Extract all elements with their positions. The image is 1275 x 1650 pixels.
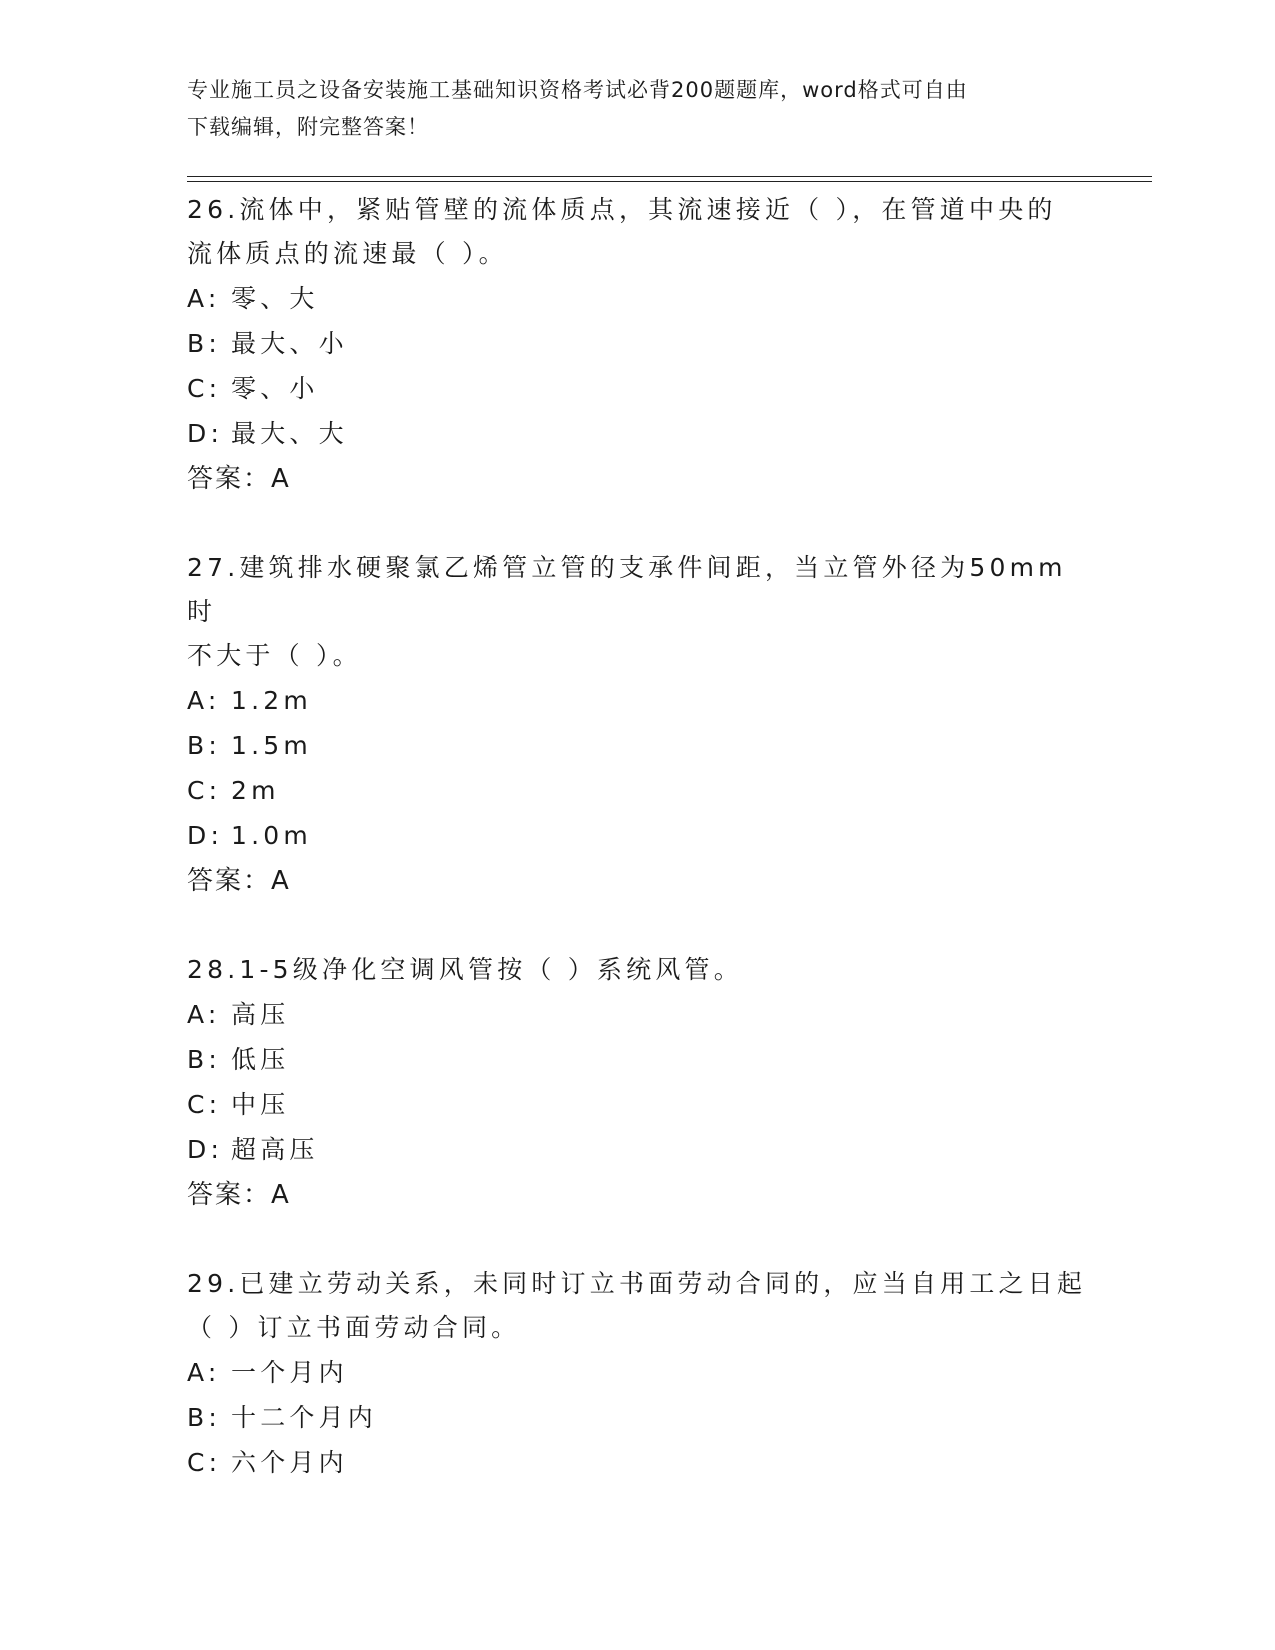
option-letter: C: xyxy=(187,1090,222,1119)
option-letter: C: xyxy=(187,374,222,403)
option-c xyxy=(187,1440,1087,1485)
option-letter: A: xyxy=(187,284,221,313)
question-stem: 27.建筑排水硬聚氯乙烯管立管的支承件间距，当立管外径为50mm时 xyxy=(187,553,1067,626)
option-text: 高压 xyxy=(231,1000,290,1029)
header-divider-bottom xyxy=(187,181,1152,182)
option-c xyxy=(187,1082,1087,1127)
option-b xyxy=(187,1037,1087,1082)
option-text: 六个月内 xyxy=(231,1448,348,1477)
question-stem-cont: （ ）订立书面劳动合同。 xyxy=(187,1313,521,1342)
option-text: 2m xyxy=(231,776,280,805)
option-letter: A: xyxy=(187,1000,221,1029)
question-stem-cont: 流体质点的流速最（ ）。 xyxy=(187,239,508,268)
option-letter: B: xyxy=(187,329,221,358)
document-header xyxy=(187,72,1067,146)
option-text: 1.0m xyxy=(231,821,312,850)
option-d xyxy=(187,1127,1087,1172)
option-text: 中压 xyxy=(231,1090,290,1119)
option-letter: C: xyxy=(187,1448,222,1477)
header-divider-top xyxy=(187,176,1152,177)
answer-line: 答案：A xyxy=(187,464,291,494)
option-letter: C: xyxy=(187,776,222,805)
option-c xyxy=(187,768,1087,813)
option-text: 一个月内 xyxy=(231,1358,348,1387)
question-27 xyxy=(187,546,1087,904)
option-letter: B: xyxy=(187,1403,221,1432)
option-text: 十二个月内 xyxy=(231,1403,378,1432)
option-text: 超高压 xyxy=(231,1135,319,1164)
option-text: 零、大 xyxy=(231,284,319,313)
question-stem-cont: 不大于（ ）。 xyxy=(187,641,362,670)
option-d xyxy=(187,813,1087,858)
question-26 xyxy=(187,188,1087,502)
header-line-2: 下载编辑，附完整答案！ xyxy=(187,115,429,139)
option-letter: D: xyxy=(187,419,224,448)
option-text: 1.5m xyxy=(231,731,312,760)
option-a xyxy=(187,276,1087,321)
option-text: 1.2m xyxy=(231,686,312,715)
option-letter: D: xyxy=(187,1135,224,1164)
option-b xyxy=(187,1395,1087,1440)
answer-line: 答案：A xyxy=(187,1180,291,1210)
option-text: 最大、小 xyxy=(231,329,348,358)
option-a xyxy=(187,992,1087,1037)
question-list xyxy=(187,188,1087,1529)
option-a xyxy=(187,678,1087,723)
option-d xyxy=(187,411,1087,456)
option-a xyxy=(187,1350,1087,1395)
option-b xyxy=(187,723,1087,768)
question-stem: 29.已建立劳动关系，未同时订立书面劳动合同的，应当自用工之日起 xyxy=(187,1269,1087,1298)
option-text: 最大、大 xyxy=(231,419,348,448)
option-text: 低压 xyxy=(231,1045,290,1074)
question-28 xyxy=(187,948,1087,1218)
option-letter: D: xyxy=(187,821,224,850)
option-text: 零、小 xyxy=(231,374,319,403)
option-letter: A: xyxy=(187,686,221,715)
question-stem: 28.1-5级净化空调风管按（ ）系统风管。 xyxy=(187,955,743,984)
answer-line: 答案：A xyxy=(187,866,291,896)
header-line-1: 专业施工员之设备安装施工基础知识资格考试必背200题题库，word格式可自由 xyxy=(187,78,968,102)
option-c xyxy=(187,366,1087,411)
option-b xyxy=(187,321,1087,366)
option-letter: A: xyxy=(187,1358,221,1387)
question-stem: 26.流体中，紧贴管壁的流体质点，其流速接近（ ），在管道中央的 xyxy=(187,195,1057,224)
option-letter: B: xyxy=(187,731,221,760)
question-29 xyxy=(187,1262,1087,1485)
option-letter: B: xyxy=(187,1045,221,1074)
